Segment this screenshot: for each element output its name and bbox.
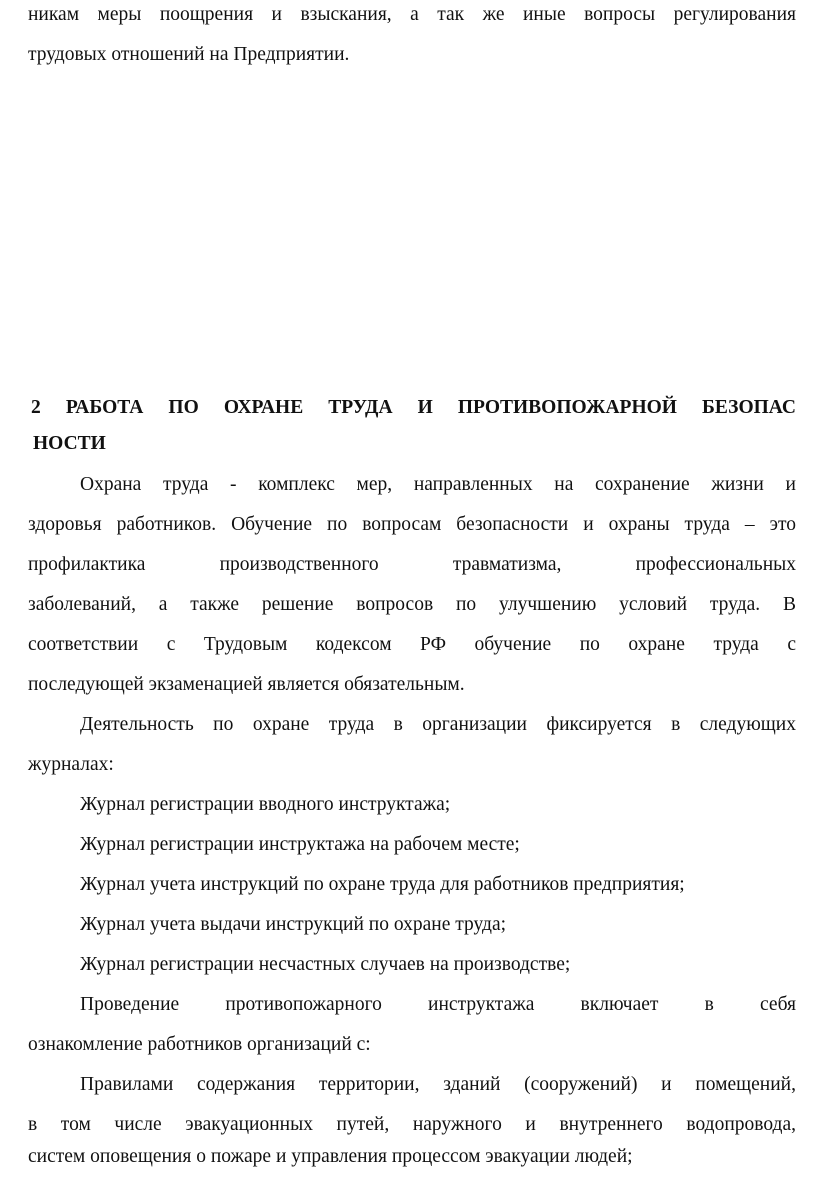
journal-item: Журнал регистрации вводного инструктажа; — [80, 794, 451, 815]
intro-line-1: никам меры поощрения и взыскания, а так же иные вопросы регулирования — [28, 4, 796, 25]
paragraph1-line-6: последующей экзаменацией является обязательным. — [28, 674, 465, 695]
paragraph4-line-2: в том числе эвакуационных путей, наружного и внутреннего водопровода, — [28, 1114, 796, 1135]
section-heading-line-1: 2 РАБОТА ПО ОХРАНЕ ТРУДА И ПРОТИВОПОЖАРНОЙ БЕЗОПАС — [31, 397, 796, 418]
paragraph3-line-2: ознакомление работников организаций с: — [28, 1034, 371, 1055]
paragraph4-line-1: Правилами содержания территории, зданий (сооружений) и помещений, — [80, 1074, 796, 1095]
intro-line-2: трудовых отношений на Предприятии. — [28, 44, 350, 65]
paragraph2-line-1: Деятельность по охране труда в организации фиксируется в следующих — [80, 714, 796, 735]
journal-item: Журнал регистрации несчастных случаев на производстве; — [80, 954, 571, 975]
paragraph1-line-1: Охрана труда - комплекс мер, направленных на сохранение жизни и — [80, 474, 796, 495]
section-heading-line-2: НОСТИ — [33, 433, 106, 454]
paragraph2-line-2: журналах: — [28, 754, 114, 775]
journal-item: Журнал учета выдачи инструкций по охране труда; — [80, 914, 507, 935]
paragraph1-line-2: здоровья работников. Обучение по вопросам безопасности и охраны труда – это — [28, 514, 796, 535]
paragraph1-line-3: профилактика производственного травматизма, профессиональных — [28, 554, 796, 575]
paragraph1-line-4: заболеваний, а также решение вопросов по улучшению условий труда. В — [28, 594, 796, 615]
paragraph3-line-1: Проведение противопожарного инструктажа включает в себя — [80, 994, 796, 1015]
paragraph4-line-3: систем оповещения о пожаре и управления процессом эвакуации людей; — [28, 1146, 633, 1167]
journal-item: Журнал регистрации инструктажа на рабочем месте; — [80, 834, 520, 855]
journal-item: Журнал учета инструкций по охране труда для работников предприятия; — [80, 874, 685, 895]
paragraph1-line-5: соответствии с Трудовым кодексом РФ обучение по охране труда с — [28, 634, 796, 655]
